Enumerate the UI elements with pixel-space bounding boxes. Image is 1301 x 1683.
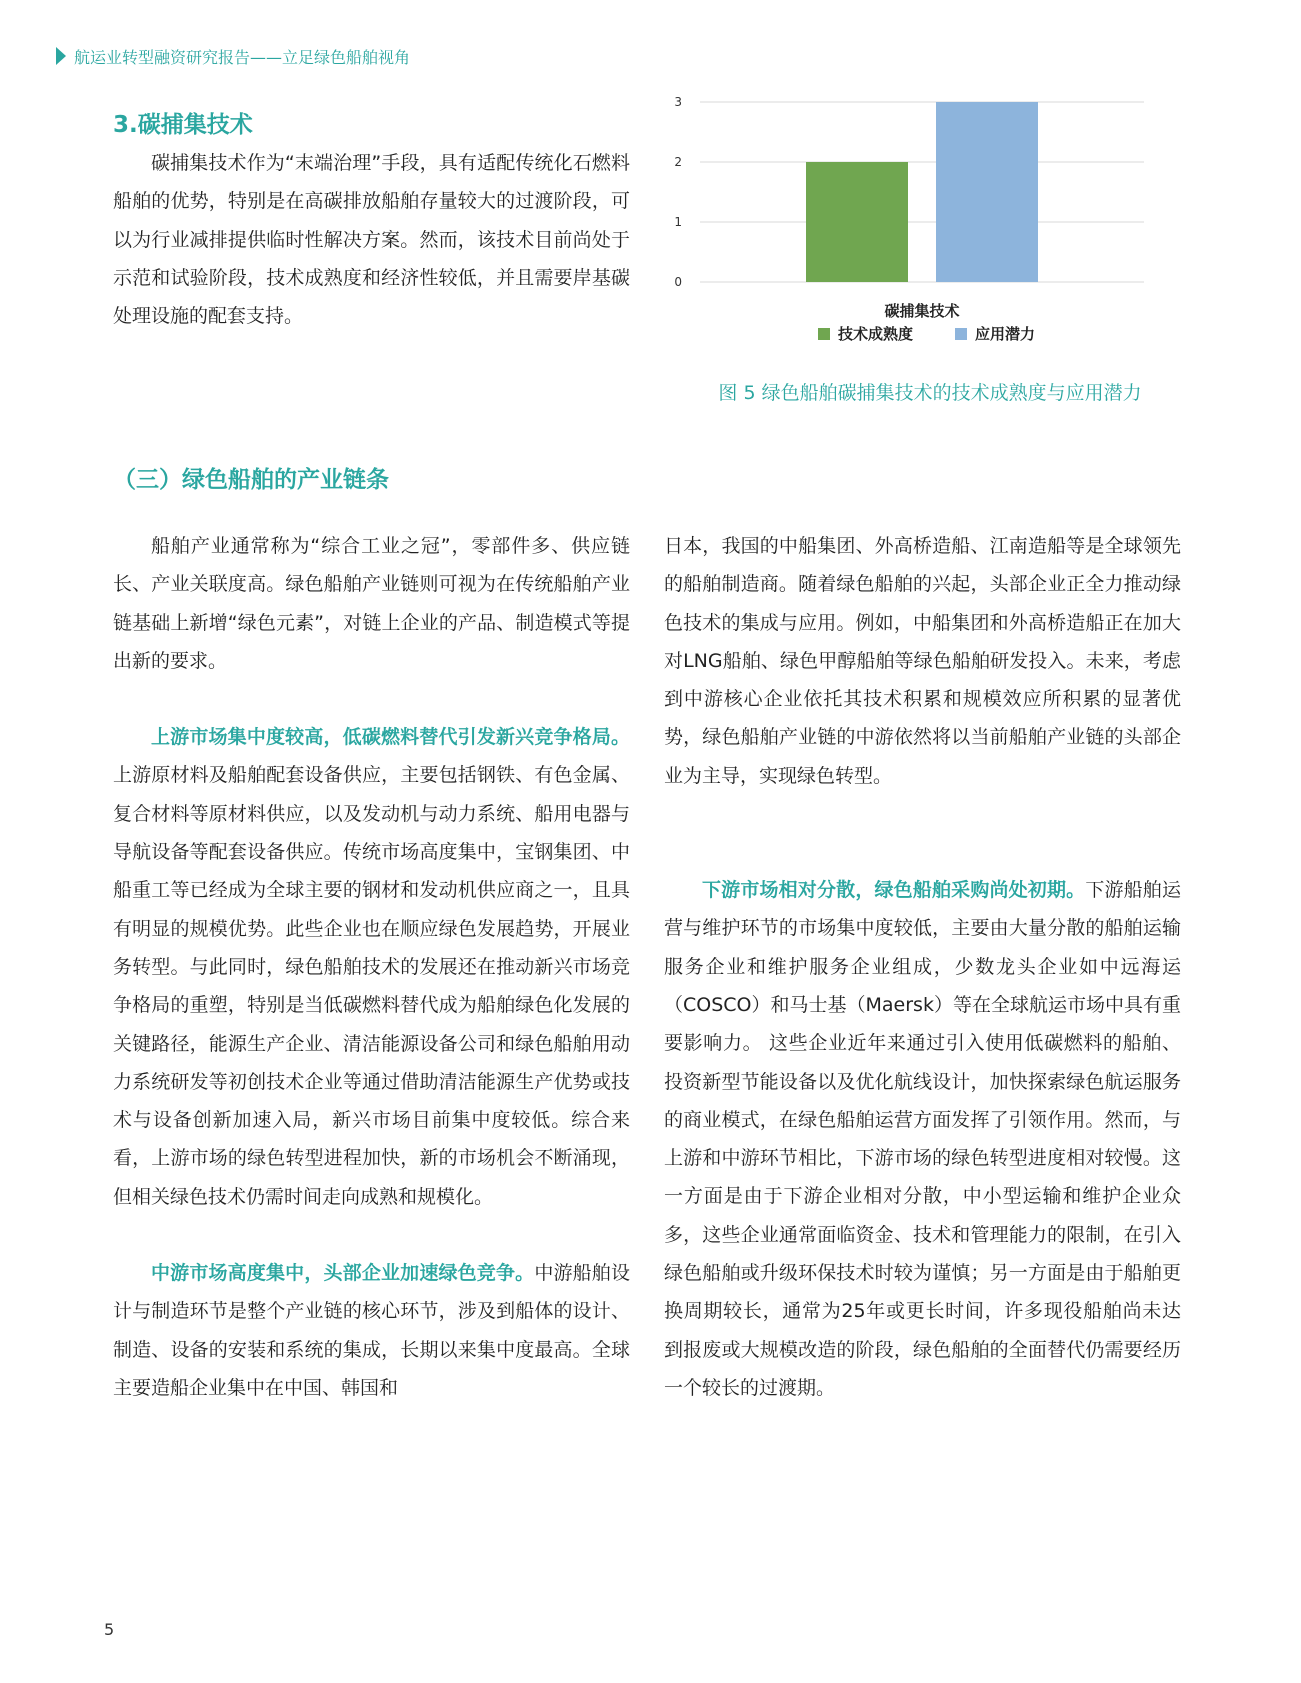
carbon-capture-paragraph — [113, 144, 630, 335]
midstream-continuation — [664, 527, 1181, 795]
y-tick-label: 1 — [674, 215, 682, 229]
header-title: 航运业转型融资研究报告——立足绿色船舶视角 — [74, 47, 411, 67]
legend-label: 应用潜力 — [975, 325, 1036, 343]
figure-caption: 图 5 绿色船舶碳捕集技术的技术成熟度与应用潜力 — [718, 382, 1142, 404]
midstream-body-part2: 日本，我国的中船集团、外高桥造船、江南造船等是全球领先的船舶制造商。随着绿色船舶的兴起，头部企业正全力推动绿色技术的集成与应用。例如，中船集团和外高桥造船正在加大对LNG船舶、绿色甲醇船舶等绿色船舶研发投入。未来，考虑到中游核心企业依托其技术积累和规模效应所积累的显著优势，绿色船舶产业链的中游依然将以当前船舶产业链的头部企业为主导，实现绿色转型。 — [664, 535, 1181, 787]
upstream-body: 上游原材料及船舶配套设备供应，主要包括钢铁、有色金属、复合材料等原材料供应，以及发动机与动力系统、船用电器与导航设备等配套设备供应。传统市场高度集中，宝钢集团、中船重工等已经成为全球主要的钢材和发动机供应商之一，且具有明显的规模优势。此些企业也在顺应绿色发展趋势，开展业务转型。与此同时，绿色船舶技术的发展还在推动新兴市场竞争格局的重塑，特别是当低碳燃料替代成为船舶绿色化发展的关键路径，能源生产企业、清洁能源设备公司和绿色船舶用动力系统研发等初创技术企业等通过借助清洁能源生产优势或技术与设备创新加速入局，新兴市场目前集中度较低。综合来看，上游市场的绿色转型进程加快，新的市场机会不断涌现，但相关绿色技术仍需时间走向成熟和规模化。 — [113, 764, 630, 1208]
downstream-lead: 下游市场相对分散，绿色船舶采购尚处初期。 — [702, 879, 1086, 902]
midstream-paragraph — [113, 1254, 630, 1407]
page-number: 5 — [104, 1620, 115, 1639]
y-tick-label: 3 — [674, 96, 682, 109]
carbon-capture-text: 碳捕集技术作为“末端治理”手段，具有适配传统化石燃料船舶的优势，特别是在高碳排放船舶存量较大的过渡阶段，可以为行业减排提供临时性解决方案。然而，该技术目前尚处于示范和试验阶段，技术成熟度和经济性较低，并且需要岸基碳处理设施的配套支持。 — [113, 152, 630, 328]
triangle-marker-icon — [56, 47, 66, 65]
bar-potential — [936, 102, 1038, 282]
upstream-lead: 上游市场集中度较高，低碳燃料替代引发新兴竞争格局。 — [151, 726, 630, 749]
y-tick-label: 2 — [674, 155, 682, 169]
legend-swatch — [818, 328, 830, 340]
chain-intro-paragraph: 船舶产业通常称为“综合工业之冠”，零部件多、供应链长、产业关联度高。绿色船舶产业链则可视为在传统船舶产业链基础上新增“绿色元素”，对链上企业的产品、制造模式等提出新的要求。 — [113, 535, 630, 672]
legend-swatch — [955, 328, 967, 340]
running-header — [56, 44, 410, 68]
midstream-lead: 中游市场高度集中，头部企业加速绿色竞争。 — [151, 1262, 535, 1285]
x-category-label: 碳捕集技术 — [884, 302, 960, 320]
downstream-body: 下游船舶运营与维护环节的市场集中度较低，主要由大量分散的船舶运输服务企业和维护服务企业组成，少数龙头企业如中远海运（COSCO）和马士基（Maersk）等在全球航运市场中具有重要影响力。 这些企业近年来通过引入使用低碳燃料的船舶、投资新型节能设备以及优化航线设计，加快探索绿色航运服务的商业模式，在绿色船舶运营方面发挥了引领作用。然而，与上游和中游环节相比，下游市场的绿色转型进度相对较慢。这一方面是由于下游企业相对分散，中小型运输和维护企业众多，这些企业通常面临资金、技术和管理能力的限制，在引入绿色船舶或升级环保技术时较为谨慎；另一方面是由于船舶更换周期较长，通常为25年或更长时间，许多现役船舶尚未达到报废或大规模改造的阶段，绿色船舶的全面替代仍需要经历一个较长的过渡期。 — [664, 879, 1181, 1399]
bar-maturity — [806, 162, 908, 282]
section-heading-carbon-capture: 3.碳捕集技术 — [113, 112, 253, 138]
midstream-body-part1: 中游船舶设计与制造环节是整个产业链的核心环节，涉及到船体的设计、制造、设备的安装和系统的集成，长期以来集中度最高。全球主要造船企业集中在中国、韩国和 — [113, 1262, 630, 1399]
legend-label: 技术成熟度 — [838, 325, 914, 343]
y-tick-label: 0 — [674, 275, 682, 289]
section-heading-industry-chain: （三）绿色船舶的产业链条 — [113, 467, 389, 493]
bar-chart — [660, 96, 1200, 376]
downstream-paragraph — [664, 871, 1181, 1407]
right-column — [664, 527, 1181, 1407]
left-column — [113, 527, 630, 1407]
upstream-paragraph — [113, 718, 630, 1216]
